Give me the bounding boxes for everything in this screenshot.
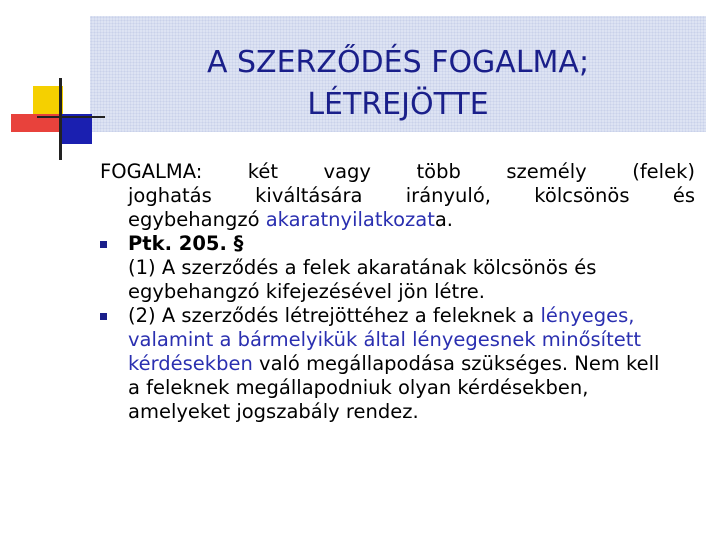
definition-highlight: akaratnyilatkozat xyxy=(265,208,435,231)
decor-vertical-line xyxy=(59,78,62,160)
definition-line-1-rest: két vagy több személy (felek) xyxy=(202,160,695,183)
title-line-1: A SZERZŐDÉS FOGALMA; xyxy=(206,45,590,80)
bullet-square-icon xyxy=(100,241,107,248)
slide-body xyxy=(100,160,695,424)
ptk-paragraph-1-line-1: (1) A szerződés a felek akaratának kölcsönös és xyxy=(128,256,597,279)
paragraph-2-line-2: valamint a bármelyikük által lényegesnek minősített xyxy=(128,328,642,351)
slide-title xyxy=(90,42,706,126)
paragraph-2-line-3-end: való megállapodása szükséges. Nem kell xyxy=(252,352,660,375)
paragraph-2-line-1-start: (2) A szerződés létrejöttéhez a feleknek a xyxy=(128,304,541,327)
definition-line-3-end: a. xyxy=(434,208,454,231)
paragraph-2-highlight-3: kérdésekben xyxy=(128,352,253,375)
definition-line-3 xyxy=(100,208,695,232)
paragraph-2-highlight-1: lényeges, xyxy=(540,304,635,327)
paragraph-2-line-3 xyxy=(128,352,695,376)
ptk-paragraph-1-line-2: egybehangzó kifejezésével jön létre. xyxy=(128,280,485,303)
definition-line-2: joghatás kiváltására irányuló, kölcsönös és xyxy=(128,184,695,207)
paragraph-2-line-4: a feleknek megállapodniuk olyan kérdésekben, xyxy=(128,376,589,399)
definition-line-3-start: egybehangzó xyxy=(128,208,266,231)
decor-blue-square xyxy=(62,114,92,144)
bullet-square-icon xyxy=(100,313,107,320)
title-line-2: LÉTREJÖTTE xyxy=(307,87,489,122)
paragraph-2-line-1 xyxy=(128,304,695,328)
paragraph-2-line-5: amelyeket jogszabály rendez. xyxy=(128,400,419,423)
definition-paragraph xyxy=(100,160,695,232)
ptk-heading: Ptk. 205. § xyxy=(128,232,244,255)
definition-label: FOGALMA: xyxy=(100,160,203,183)
bullet-item-ptk xyxy=(100,232,695,304)
bullet-item-paragraph-2 xyxy=(100,304,695,424)
definition-line-1 xyxy=(100,160,695,184)
